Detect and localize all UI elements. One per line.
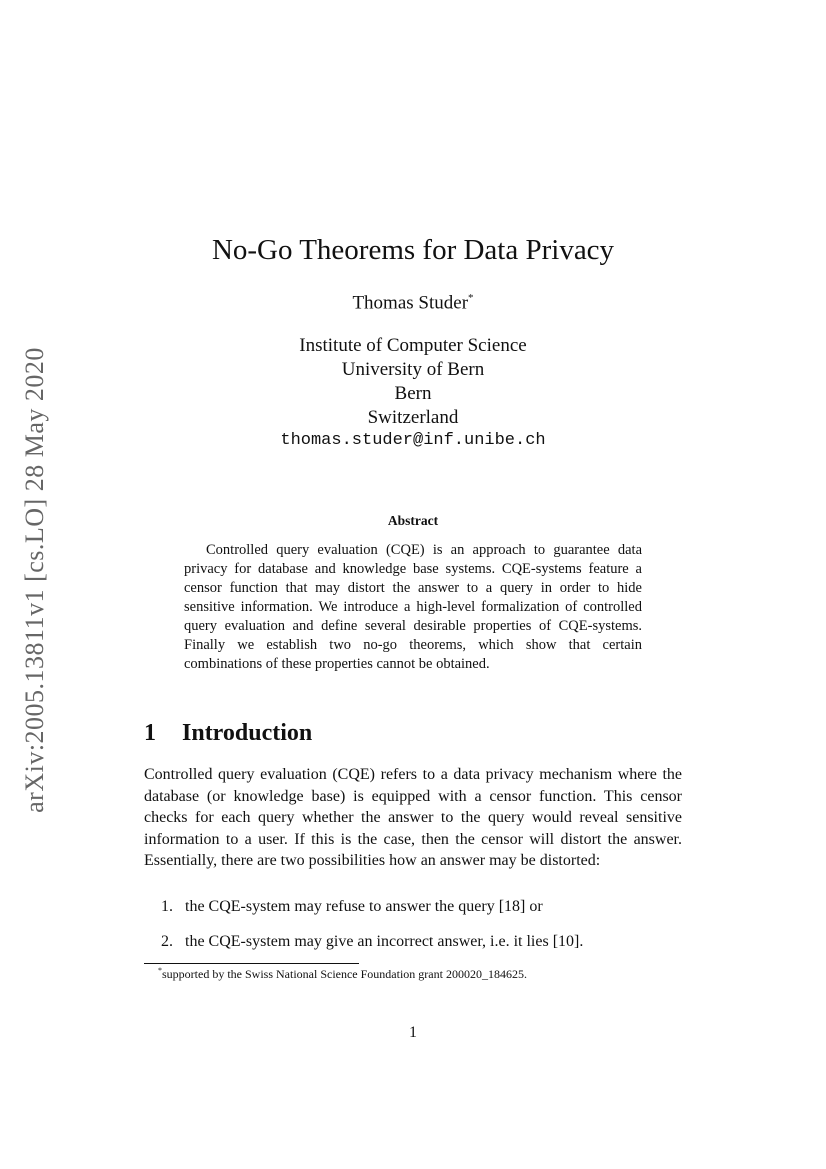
affiliation-block xyxy=(0,334,826,452)
list-item-text: the CQE-system may refuse to answer the query [18] or xyxy=(185,898,543,915)
footnote-mark: * xyxy=(158,966,162,975)
affiliation-line-2: University of Bern xyxy=(341,359,485,380)
intro-paragraph: Controlled query evaluation (CQE) refers to a data privacy mechanism where the database (or knowledge base) is equipped with a censor function. This censor checks for each query whether the answer to the query would reveal sensitive information to a user. If this is the case, then the censor will distort the answer. Essentially, there are two possibilities how an answer may be distorted: xyxy=(144,766,682,869)
list-item xyxy=(161,933,681,951)
paper-title: No-Go Theorems for Data Privacy xyxy=(211,234,615,266)
author-footnote-mark: * xyxy=(468,292,474,304)
author-name: Thomas Studer xyxy=(352,292,469,314)
footnote-rule xyxy=(144,963,359,964)
affiliation-line-3: Bern xyxy=(394,383,432,404)
abstract-text: Controlled query evaluation (CQE) is an approach to guarantee data privacy for database and knowledge base systems. CQE-systems feature a censor function that may distort the answer to a query in order to hide sensitive information. We introduce a high-level formalization of controlled query evaluation and define several desirable properties of CQE-systems. Finally we establish two no-go theorems, which show that certain combinations of these properties cannot be obtained. xyxy=(184,542,642,672)
list-item xyxy=(161,898,681,916)
section-number: 1 xyxy=(144,720,156,746)
list-item-number: 1. xyxy=(161,898,173,915)
author-email: thomas.studer@inf.unibe.ch xyxy=(280,431,546,450)
page-number: 1 xyxy=(409,1024,417,1041)
affiliation-line-4: Switzerland xyxy=(367,407,459,428)
section-heading xyxy=(144,720,312,747)
section-title: Introduction xyxy=(182,720,313,746)
affiliation-line-1: Institute of Computer Science xyxy=(299,335,527,356)
abstract-heading: Abstract xyxy=(387,513,439,528)
list-item-number: 2. xyxy=(161,933,173,950)
list-item-text: the CQE-system may give an incorrect answer, i.e. it lies [10]. xyxy=(185,933,584,950)
arxiv-stamp: arXiv:2005.13811v1 [cs.LO] 28 May 2020 xyxy=(20,347,49,813)
footnote-text: supported by the Swiss National Science Foundation grant 200020_184625. xyxy=(162,967,527,981)
footnote xyxy=(158,966,527,982)
author-line xyxy=(0,292,826,314)
